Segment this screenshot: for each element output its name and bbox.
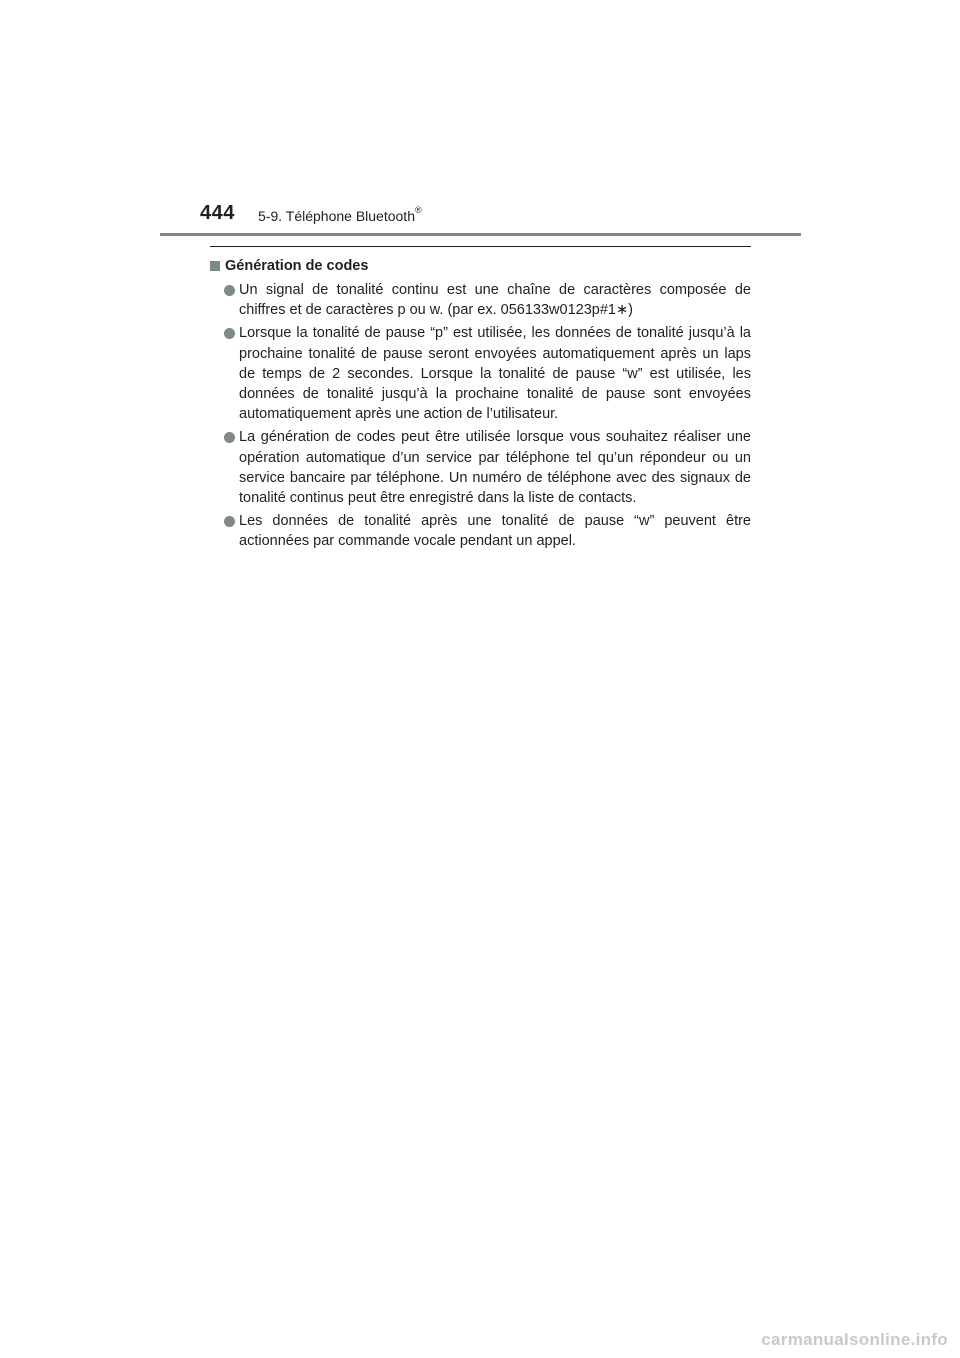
- registered-mark: ®: [414, 205, 422, 215]
- list-item: [210, 427, 751, 508]
- circle-bullet-icon: [224, 328, 235, 339]
- list-item-text: Les données de tonalité après une tonalité de pause “w” peuvent être actionnées par commande vocale pendant un appel.: [239, 513, 751, 550]
- list-item-text: Lorsque la tonalité de pause “p” est utilisée, les données de tonalité jusqu’à la prochaine tonalité de pause seront envoyées automatiquement après un laps de temps de 2 secondes. Lorsque la tonalité de pause “w” est utilisée, les données de tonalité jusqu’à la prochaine tonalité de pause sont envoyées automatiquement après une action de l’utilisateur.: [239, 325, 751, 423]
- watermark-text: carmanualsonline.info: [761, 1330, 948, 1349]
- list-item: [210, 280, 751, 320]
- list-item: [210, 323, 751, 424]
- page-number: 444: [200, 202, 235, 224]
- circle-bullet-icon: [224, 285, 235, 296]
- section-heading: [210, 256, 751, 276]
- circle-bullet-icon: [224, 432, 235, 443]
- chapter-title-text: 5-9. Téléphone Bluetooth: [258, 208, 415, 224]
- chapter-title: [258, 205, 422, 224]
- section-content: [210, 256, 751, 555]
- page-header: [0, 0, 960, 240]
- circle-bullet-icon: [224, 516, 235, 527]
- list-item: [210, 511, 751, 551]
- header-rule: [160, 233, 801, 236]
- list-item-text: La génération de codes peut être utilisée lorsque vous souhaitez réaliser une opération automatique d’un service par téléphone tel qu’un répondeur ou un service bancaire par téléphone. Un numéro de téléphone avec des signaux de tonalité continus peut être enregistré dans la liste de contacts.: [239, 429, 751, 507]
- section-heading-text: Génération de codes: [225, 258, 369, 274]
- square-bullet-icon: [210, 261, 220, 271]
- content-rule: [210, 246, 751, 247]
- list-item-text: Un signal de tonalité continu est une chaîne de caractères composée de chiffres et de caractères p ou w. (par ex. 056133w0123p#1∗): [239, 282, 751, 319]
